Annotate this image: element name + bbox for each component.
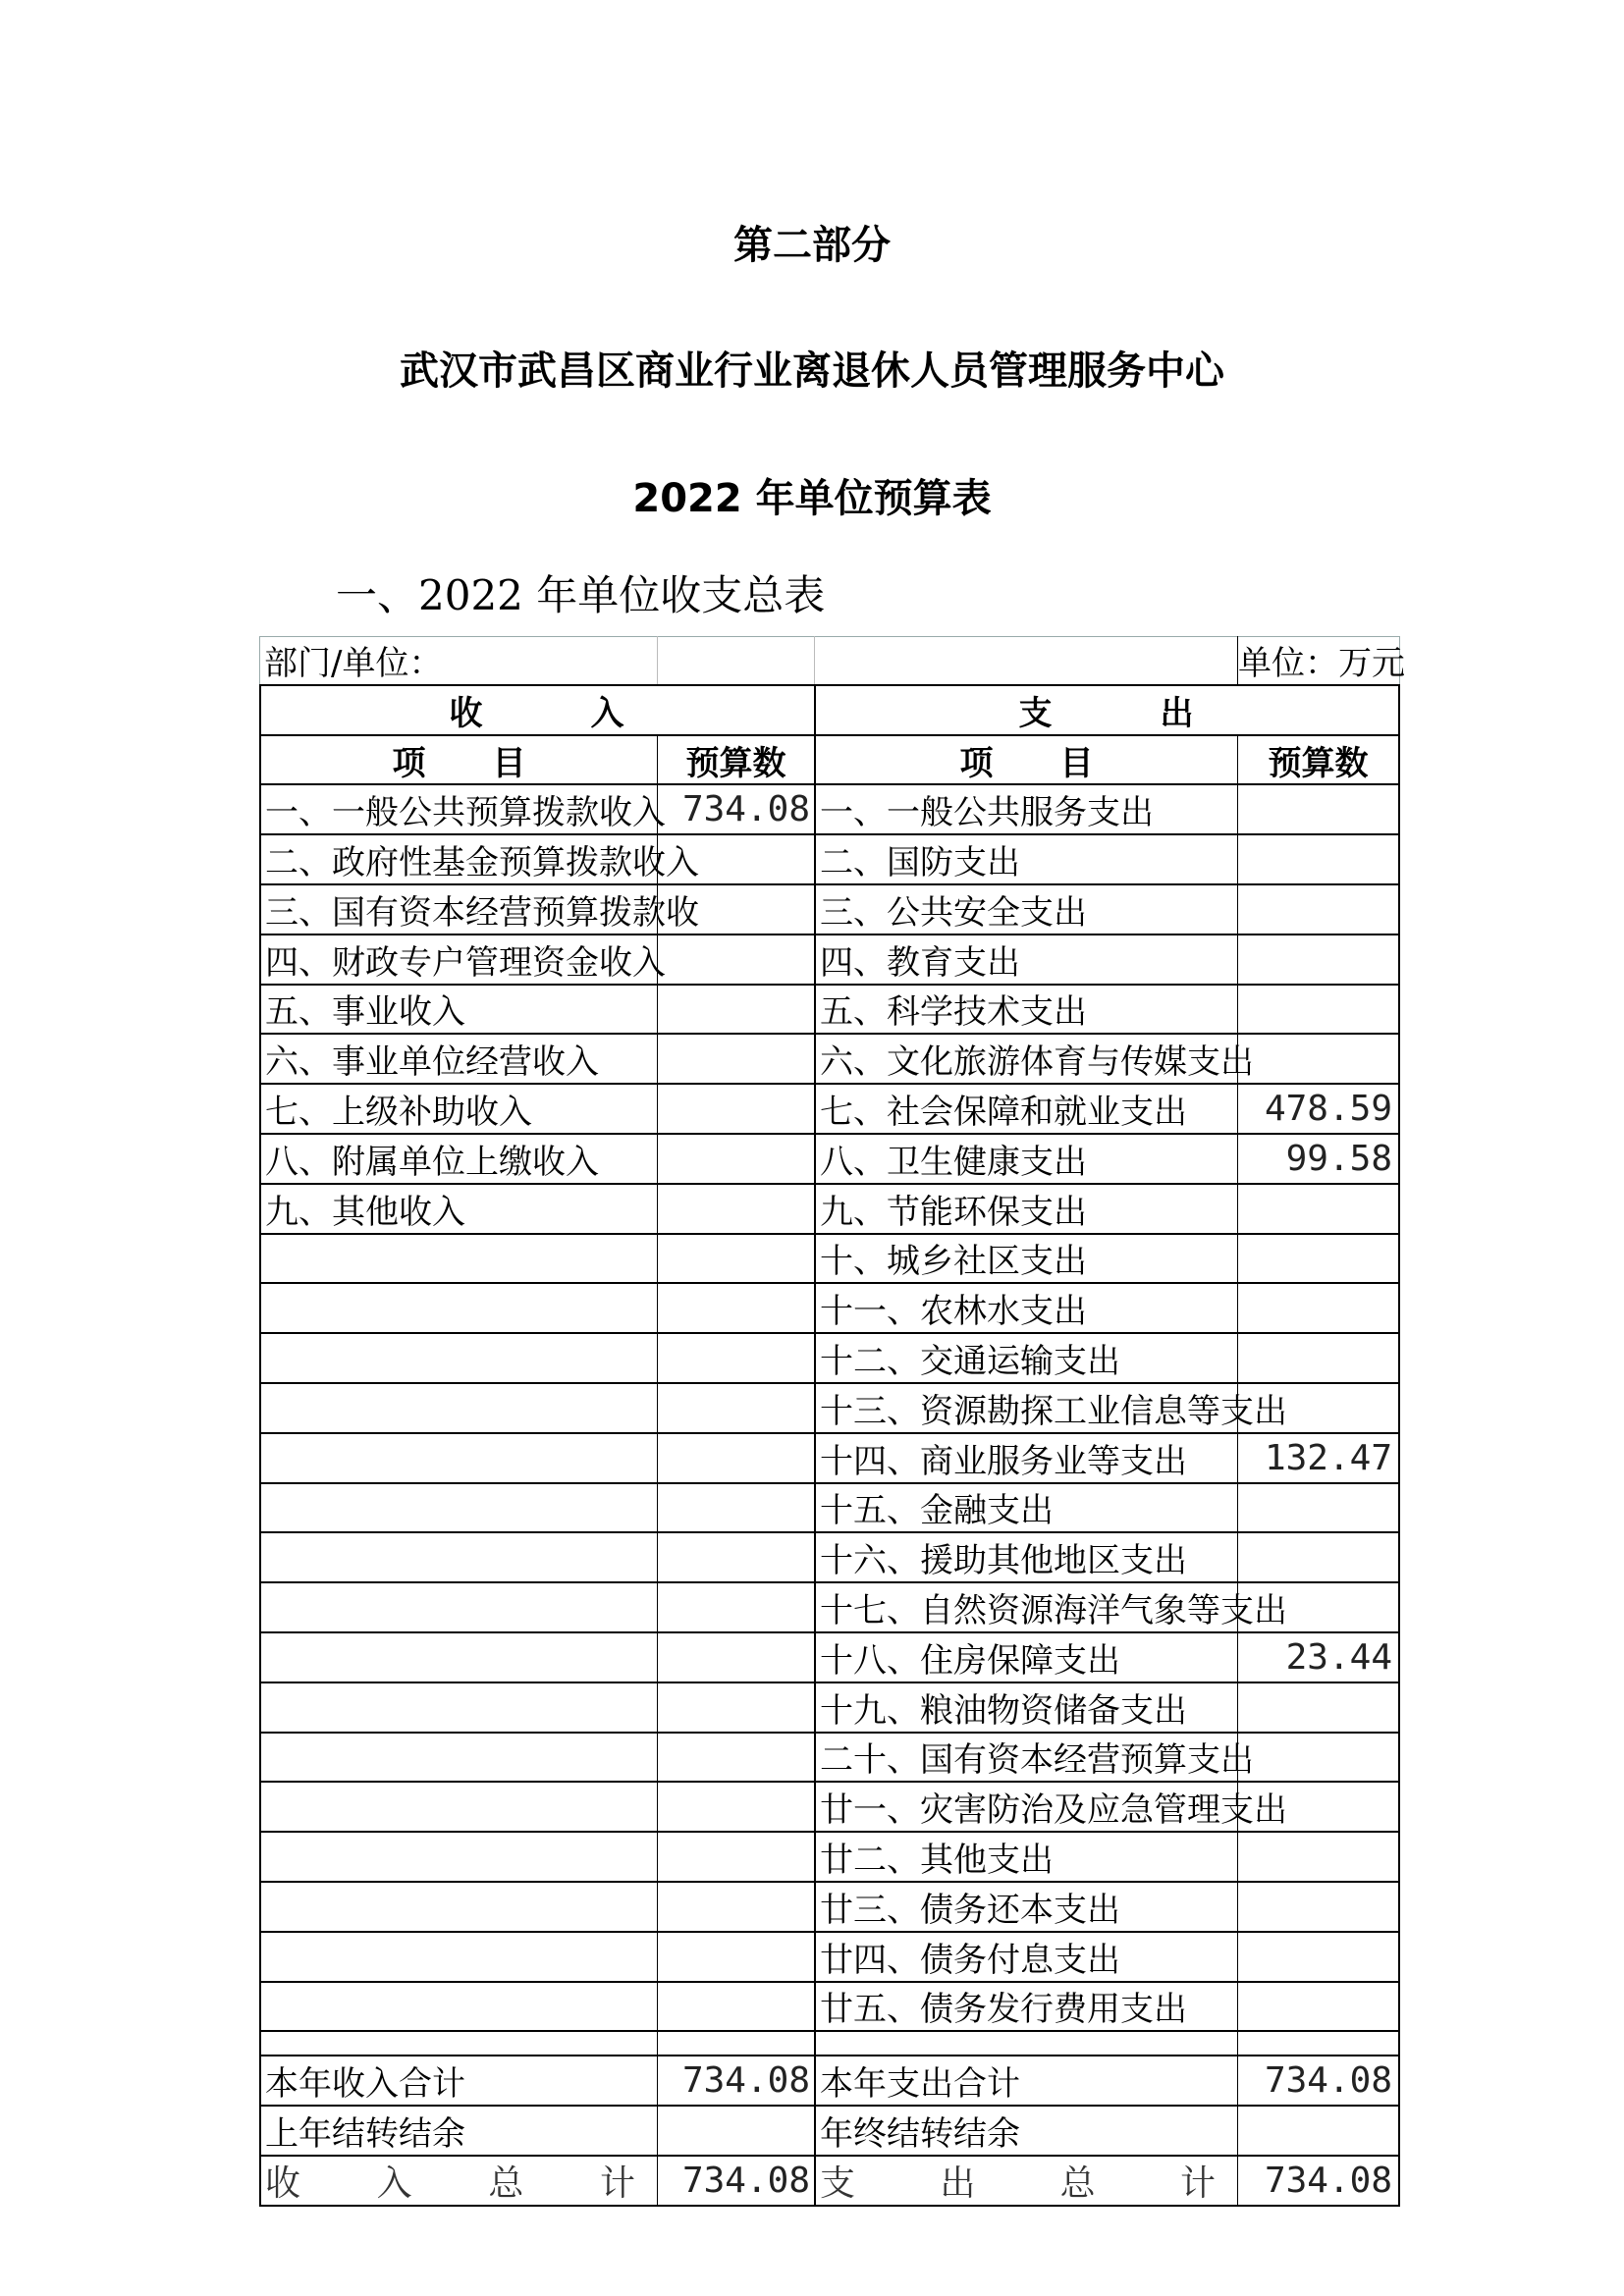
expense-budget: 132.47 bbox=[1237, 1434, 1400, 1482]
income-budget bbox=[657, 1883, 814, 1931]
carry-out-label: 年终结转结余 bbox=[814, 2107, 1237, 2155]
total-expense-char: 支 bbox=[820, 2163, 856, 2204]
income-item bbox=[259, 1633, 657, 1682]
expense-budget: 99.58 bbox=[1237, 1135, 1400, 1183]
income-item: 一、一般公共预算拨款收入 bbox=[259, 785, 657, 833]
expense-budget: 478.59 bbox=[1237, 1085, 1400, 1133]
expense-budget bbox=[1237, 1235, 1400, 1283]
year-expense-label: 本年支出合计 bbox=[814, 2056, 1237, 2105]
table-row bbox=[259, 1983, 1400, 2033]
income-item: 五、事业收入 bbox=[259, 986, 657, 1034]
income-item bbox=[259, 1434, 657, 1482]
expense-budget bbox=[1237, 1384, 1400, 1432]
table-row bbox=[259, 1683, 1400, 1734]
total-income-char: 总 bbox=[488, 2163, 524, 2204]
income-budget bbox=[657, 1633, 814, 1682]
income-budget bbox=[657, 885, 814, 934]
income-header: 收 入 bbox=[259, 686, 814, 734]
table-row bbox=[259, 1633, 1400, 1683]
section-header-row bbox=[259, 686, 1400, 736]
unit-row-empty-b bbox=[814, 636, 1237, 684]
expense-budget bbox=[1237, 1185, 1400, 1233]
income-budget-header: 预算数 bbox=[657, 736, 814, 784]
expense-item-header: 项 目 bbox=[814, 736, 1237, 784]
expense-item: 廿五、债务发行费用支出 bbox=[814, 1983, 1237, 2031]
year-total-row bbox=[259, 2056, 1400, 2107]
income-item bbox=[259, 1484, 657, 1532]
expense-budget bbox=[1237, 1484, 1400, 1532]
income-budget bbox=[657, 1484, 814, 1532]
expense-item: 廿四、债务付息支出 bbox=[814, 1933, 1237, 1981]
table-row bbox=[259, 986, 1400, 1036]
expense-budget bbox=[1237, 1583, 1400, 1631]
expense-budget bbox=[1237, 1783, 1400, 1831]
total-expense-label bbox=[814, 2157, 1237, 2205]
unit-label: 单位：万元 bbox=[1237, 636, 1400, 684]
income-item bbox=[259, 1933, 657, 1981]
column-header-row bbox=[259, 736, 1400, 786]
income-budget bbox=[657, 1734, 814, 1782]
unit-row bbox=[259, 636, 1405, 686]
expense-item: 廿二、其他支出 bbox=[814, 1833, 1237, 1881]
income-item: 二、政府性基金预算拨款收入 bbox=[259, 835, 657, 883]
income-item bbox=[259, 1833, 657, 1881]
income-budget bbox=[657, 1185, 814, 1233]
table-row bbox=[259, 1284, 1400, 1334]
table-row bbox=[259, 1384, 1400, 1434]
expense-budget bbox=[1237, 1334, 1400, 1382]
carry-row bbox=[259, 2107, 1400, 2157]
table-row bbox=[259, 935, 1400, 986]
table-row bbox=[259, 1583, 1400, 1633]
unit-row-empty-a bbox=[657, 636, 814, 684]
income-budget bbox=[657, 835, 814, 883]
year-income-label: 本年收入合计 bbox=[259, 2056, 657, 2105]
income-item: 四、财政专户管理资金收入 bbox=[259, 935, 657, 984]
expense-item: 七、社会保障和就业支出 bbox=[814, 1085, 1237, 1133]
income-budget bbox=[657, 1135, 814, 1183]
income-item: 九、其他收入 bbox=[259, 1185, 657, 1233]
dept-label: 部门/单位： bbox=[259, 636, 657, 684]
spacer-cell bbox=[259, 2032, 657, 2055]
expense-budget bbox=[1237, 835, 1400, 883]
table-row bbox=[259, 1734, 1400, 1784]
expense-budget bbox=[1237, 1883, 1400, 1931]
income-budget bbox=[657, 1384, 814, 1432]
expense-item: 十五、金融支出 bbox=[814, 1484, 1237, 1532]
spacer-cell bbox=[1237, 2032, 1400, 2055]
table-row bbox=[259, 1484, 1400, 1534]
income-budget bbox=[657, 1035, 814, 1083]
income-budget bbox=[657, 1933, 814, 1981]
expense-budget bbox=[1237, 1933, 1400, 1981]
spacer-cell bbox=[657, 2032, 814, 2055]
expense-budget bbox=[1237, 935, 1400, 984]
income-item bbox=[259, 1533, 657, 1581]
expense-item: 十六、援助其他地区支出 bbox=[814, 1533, 1237, 1581]
income-item bbox=[259, 1883, 657, 1931]
table-row bbox=[259, 785, 1400, 835]
expense-item: 十三、资源勘探工业信息等支出 bbox=[814, 1384, 1237, 1432]
table-row bbox=[259, 835, 1400, 885]
expense-budget bbox=[1237, 1035, 1400, 1083]
income-budget bbox=[657, 1533, 814, 1581]
expense-item: 十、城乡社区支出 bbox=[814, 1235, 1237, 1283]
expense-item: 十一、农林水支出 bbox=[814, 1284, 1237, 1332]
year-expense-value: 734.08 bbox=[1237, 2056, 1400, 2105]
table-body bbox=[259, 785, 1400, 2032]
table-row bbox=[259, 1235, 1400, 1285]
doc-title: 2022 年单位预算表 bbox=[632, 476, 992, 521]
income-item bbox=[259, 1384, 657, 1432]
income-budget bbox=[657, 1833, 814, 1881]
year-income-value: 734.08 bbox=[657, 2056, 814, 2105]
expense-item: 三、公共安全支出 bbox=[814, 885, 1237, 934]
carry-in-label: 上年结转结余 bbox=[259, 2107, 657, 2155]
spacer-row bbox=[259, 2032, 1400, 2056]
table-row bbox=[259, 1334, 1400, 1384]
expense-budget bbox=[1237, 1683, 1400, 1732]
expense-item: 廿一、灾害防治及应急管理支出 bbox=[814, 1783, 1237, 1831]
expense-budget bbox=[1237, 1284, 1400, 1332]
org-title: 武汉市武昌区商业行业离退休人员管理服务中心 bbox=[400, 348, 1224, 394]
income-item: 八、附属单位上缴收入 bbox=[259, 1135, 657, 1183]
income-budget bbox=[657, 1085, 814, 1133]
income-item bbox=[259, 1783, 657, 1831]
income-budget bbox=[657, 1983, 814, 2031]
total-expense-char: 计 bbox=[1179, 2163, 1216, 2204]
income-budget bbox=[657, 1683, 814, 1732]
expense-item: 五、科学技术支出 bbox=[814, 986, 1237, 1034]
expense-item: 六、文化旅游体育与传媒支出 bbox=[814, 1035, 1237, 1083]
table-row bbox=[259, 1883, 1400, 1933]
table-row bbox=[259, 1833, 1400, 1883]
total-income-value: 734.08 bbox=[657, 2157, 814, 2205]
income-item bbox=[259, 1334, 657, 1382]
expense-item: 十七、自然资源海洋气象等支出 bbox=[814, 1583, 1237, 1631]
income-item: 七、上级补助收入 bbox=[259, 1085, 657, 1133]
income-budget bbox=[657, 986, 814, 1034]
table-row bbox=[259, 1533, 1400, 1583]
expense-header: 支 出 bbox=[814, 686, 1400, 734]
total-expense-char: 总 bbox=[1059, 2163, 1096, 2204]
expense-budget: 23.44 bbox=[1237, 1633, 1400, 1682]
total-income-char: 入 bbox=[376, 2163, 412, 2204]
section-title: 一、2022 年单位收支总表 bbox=[336, 571, 826, 619]
income-item bbox=[259, 1235, 657, 1283]
expense-item: 十九、粮油物资储备支出 bbox=[814, 1683, 1237, 1732]
expense-budget bbox=[1237, 1833, 1400, 1881]
expense-budget bbox=[1237, 986, 1400, 1034]
table-row bbox=[259, 1783, 1400, 1833]
expense-budget bbox=[1237, 1734, 1400, 1782]
expense-item: 一、一般公共服务支出 bbox=[814, 785, 1237, 833]
expense-item: 八、卫生健康支出 bbox=[814, 1135, 1237, 1183]
income-item bbox=[259, 1983, 657, 2031]
income-item bbox=[259, 1734, 657, 1782]
table-row bbox=[259, 1185, 1400, 1235]
expense-item: 十二、交通运输支出 bbox=[814, 1334, 1237, 1382]
expense-budget bbox=[1237, 885, 1400, 934]
expense-item: 廿三、债务还本支出 bbox=[814, 1883, 1237, 1931]
expense-budget bbox=[1237, 1983, 1400, 2031]
table-row bbox=[259, 1434, 1400, 1484]
expense-budget-header: 预算数 bbox=[1237, 736, 1400, 784]
expense-item: 九、节能环保支出 bbox=[814, 1185, 1237, 1233]
income-item bbox=[259, 1683, 657, 1732]
income-budget bbox=[657, 1284, 814, 1332]
table-row bbox=[259, 1085, 1400, 1135]
grand-total-row bbox=[259, 2157, 1400, 2207]
income-item bbox=[259, 1583, 657, 1631]
table-row bbox=[259, 1933, 1400, 1983]
income-item: 六、事业单位经营收入 bbox=[259, 1035, 657, 1083]
total-income-label bbox=[259, 2157, 657, 2205]
table-row bbox=[259, 1135, 1400, 1185]
expense-budget bbox=[1237, 785, 1400, 833]
expense-item: 十四、商业服务业等支出 bbox=[814, 1434, 1237, 1482]
income-budget bbox=[657, 935, 814, 984]
expense-item: 四、教育支出 bbox=[814, 935, 1237, 984]
income-item-header: 项 目 bbox=[259, 736, 657, 784]
income-budget bbox=[657, 1434, 814, 1482]
income-item bbox=[259, 1284, 657, 1332]
income-budget bbox=[657, 1334, 814, 1382]
spacer-cell bbox=[814, 2032, 1237, 2055]
part-title: 第二部分 bbox=[733, 223, 891, 268]
income-budget: 734.08 bbox=[657, 785, 814, 833]
carry-in-value bbox=[657, 2107, 814, 2155]
expense-budget bbox=[1237, 1533, 1400, 1581]
budget-table bbox=[259, 636, 1405, 2207]
carry-out-value bbox=[1237, 2107, 1400, 2155]
expense-item: 十八、住房保障支出 bbox=[814, 1633, 1237, 1682]
income-budget bbox=[657, 1783, 814, 1831]
table-row bbox=[259, 1035, 1400, 1085]
income-budget bbox=[657, 1583, 814, 1631]
total-expense-value: 734.08 bbox=[1237, 2157, 1400, 2205]
income-item: 三、国有资本经营预算拨款收 bbox=[259, 885, 657, 934]
expense-item: 二十、国有资本经营预算支出 bbox=[814, 1734, 1237, 1782]
total-income-char: 收 bbox=[265, 2163, 301, 2204]
total-expense-char: 出 bbox=[940, 2163, 976, 2204]
income-budget bbox=[657, 1235, 814, 1283]
expense-item: 二、国防支出 bbox=[814, 835, 1237, 883]
total-income-char: 计 bbox=[599, 2163, 635, 2204]
table-row bbox=[259, 885, 1400, 935]
